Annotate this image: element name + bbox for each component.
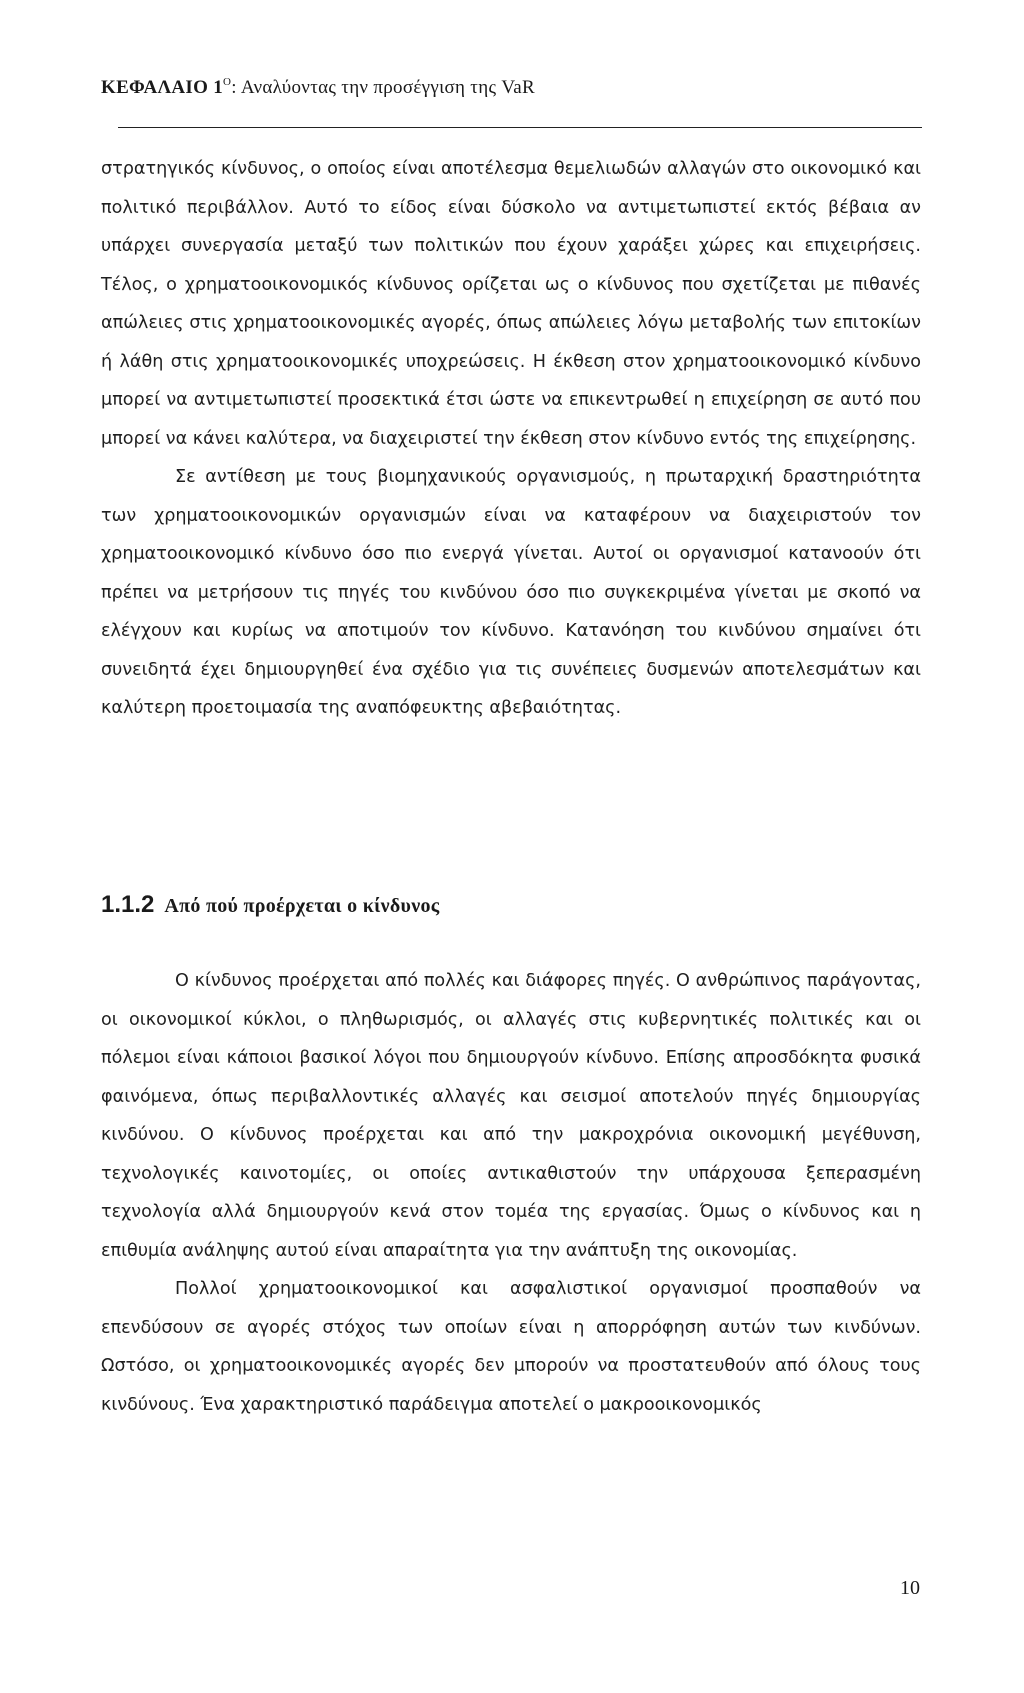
running-header xyxy=(101,76,921,99)
section-number: 1.1.2 xyxy=(101,891,155,918)
chapter-superscript: Ο xyxy=(223,76,232,88)
body-text-top xyxy=(101,150,921,728)
paragraph: Σε αντίθεση με τους βιομηχανικούς οργανισμούς, η πρωταρχική δραστηριότητα των χρηματοοικονομικών οργανισμών είναι να καταφέρουν να διαχειριστούν τον χρηματοοικονομικό κίνδυνο όσο πιο ενεργά γίνεται. Αυτοί οι οργανισμοί κατανοούν ότι πρέπει να μετρήσουν τις πηγές του κινδύνου όσο πιο συγκεκριμένα γίνεται με σκοπό να ελέγχουν και κυρίως να αποτιμούν τον κίνδυνο. Κατανόηση του κινδύνου σημαίνει ότι συνειδητά έχει δημιουργηθεί ένα σχέδιο για τις συνέπειες δυσμενών αποτελεσμάτων και καλύτερη προετοιμασία της αναπόφευκτης αβεβαιότητας. xyxy=(101,467,921,718)
chapter-label: ΚΕΦΑΛΑΙΟ 1 xyxy=(101,77,224,98)
paragraph: Πολλοί χρηματοοικονομικοί και ασφαλιστικοί οργανισμοί προσπαθούν να επενδύσουν σε αγορές στόχος των οποίων είναι η απορρόφηση αυτών των κινδύνων. Ωστόσο, οι χρηματοοικονομικές αγορές δεν μπορούν να προστατευθούν από όλους τους κινδύνους. Ένα χαρακτηριστικό παράδειγμα αποτελεί ο μακροοικονομικός xyxy=(101,1279,921,1415)
paragraph: στρατηγικός κίνδυνος, ο οποίος είναι αποτέλεσμα θεμελιωδών αλλαγών στο οικονομικό και πολιτικό περιβάλλον. Αυτό το είδος είναι δύσκολο να αντιμετωπιστεί εκτός βέβαια αν υπάρχει συνεργασία μεταξύ των πολιτικών που έχουν χαράξει χώρες και επιχειρήσεις. Τέλος, ο χρηματοοικονομικός κίνδυνος ορίζεται ως ο κίνδυνος που σχετίζεται με πιθανές απώλειες στις χρηματοοικονομικές αγορές, όπως απώλειες λόγω μεταβολής των επιτοκίων ή λάθη στις χρηματοοικονομικές υποχρεώσεις. Η έκθεση στον χρηματοοικονομικό κίνδυνο μπορεί να αντιμετωπιστεί προσεκτικά έτσι ώστε να επικεντρωθεί η επιχείρηση σε αυτό που μπορεί να κάνει καλύτερα, να διαχειριστεί την έκθεση στον κίνδυνο εντός της επιχείρησης. xyxy=(101,159,921,449)
paragraph: Ο κίνδυνος προέρχεται από πολλές και διάφορες πηγές. Ο ανθρώπινος παράγοντας, οι οικονομικοί κύκλοι, ο πληθωρισμός, οι αλλαγές στις κυβερνητικές πολιτικές και οι πόλεμοι είναι κάποιοι βασικοί λόγοι που δημιουργούν κίνδυνο. Επίσης απροσδόκητα φυσικά φαινόμενα, όπως περιβαλλοντικές αλλαγές και σεισμοί αποτελούν πηγές δημιουργίας κινδύνου. Ο κίνδυνος προέρχεται και από την μακροχρόνια οικονομική μεγέθυνση, τεχνολογικές καινοτομίες, οι οποίες αντικαθιστούν την υπάρχουσα ξεπερασμένη τεχνολογία αλλά δημιουργούν κενά στον τομέα της εργασίας. Όμως ο κίνδυνος και η επιθυμία ανάληψης αυτού είναι απαραίτητα για την ανάπτυξη της οικονομίας. xyxy=(101,971,921,1261)
section-heading xyxy=(101,891,439,919)
chapter-subtitle: : Αναλύοντας την προσέγγιση της VaR xyxy=(231,77,535,98)
page-number: 10 xyxy=(900,1577,920,1599)
header-rule xyxy=(118,127,922,128)
section-title: Από πού προέρχεται ο κίνδυνος xyxy=(164,895,440,917)
body-text-bottom xyxy=(101,962,921,1424)
